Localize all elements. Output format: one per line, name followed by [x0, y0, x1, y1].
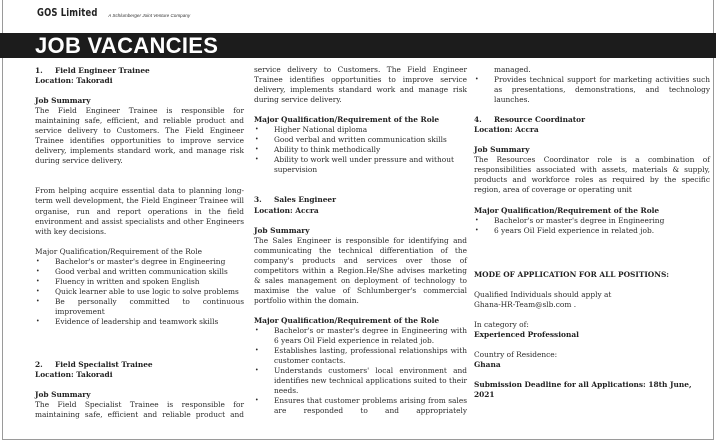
list-item: • Establishes lasting, professional relationships with customer contacts. — [254, 346, 467, 366]
job-4-number: 4. — [474, 115, 482, 125]
company-name: GOS Limited — [37, 6, 98, 19]
job-1-summary-2: From helping acquire essential data to planning long-term well development, the Field Engineer Trainee will organise, run and report operations in the field environment and assist specialists and other Engineers with key decisions. — [35, 186, 244, 236]
job-2-location: Location: Takoradi — [35, 370, 113, 380]
job-4-qual-list — [474, 216, 710, 236]
list-item: • Bachelor's or master's degree in Engineering with 6 years Oil Field experience in related job. — [254, 326, 467, 346]
column-3 — [474, 65, 710, 400]
list-item: • Fluency in written and spoken English — [35, 277, 244, 287]
job-1-summary: The Field Engineer Trainee is responsible for maintaining safe, efficient, and reliable product and service delivery to Customers. The Field Engineer Trainee identifies opportunities to improve service delivery, implements standard work, and manage risk during service delivery. — [35, 106, 244, 166]
apply-text: Qualified Individuals should apply at — [474, 289, 612, 299]
job-1-heading — [35, 66, 244, 76]
list-item: • Good verbal and written communication skills — [254, 135, 467, 145]
list-item: • Understands customers' local environment and identifies new technical applications suited to their needs. — [254, 366, 467, 396]
job-2-number: 2. — [35, 360, 43, 370]
country-label: Country of Residence: — [474, 349, 558, 359]
page-title: JOB VACANCIES — [35, 33, 219, 58]
company-brand — [37, 6, 190, 19]
job-2-qual-label: Major Qualification/Requirement of the Role — [254, 115, 440, 125]
job-4-location: Location: Accra — [474, 125, 539, 135]
list-item: • Evidence of leadership and teamwork skills — [35, 317, 244, 327]
job-1-summary-label: Job Summary — [35, 96, 91, 106]
job-2-heading — [35, 360, 244, 370]
job-4-title: Resource Coordinator — [494, 115, 585, 125]
job-2-summary-label: Job Summary — [35, 390, 91, 400]
job-2-summary-part-2: service delivery to Customers. The Field Engineer Trainee identifies opportunities to improve service delivery, implements standard work and manage risk during service delivery. — [254, 65, 467, 105]
job-3-summary-label: Job Summary — [254, 225, 310, 235]
job-2-qual-list — [254, 125, 467, 175]
job-2-title: Field Specialist Trainee — [55, 360, 153, 370]
list-item: • Ensures that customer problems arising from sales are responded to and appropriately — [254, 396, 467, 416]
column-2 — [254, 65, 467, 416]
list-item: • Ability to think methodically — [254, 145, 467, 155]
job-3-qual-list-continued — [474, 75, 710, 105]
job-3-qual-continued: managed. — [494, 65, 531, 74]
job-3-qual-label: Major Qualification/Requirement of the Role — [254, 315, 440, 325]
job-4-heading — [474, 115, 710, 125]
job-3-qual-list — [254, 326, 467, 416]
title-band — [0, 33, 716, 58]
job-1-number: 1. — [35, 66, 43, 75]
list-item: • Bachelor's or master's degree in Engineering — [35, 257, 244, 267]
list-item: • Provides technical support for marketing activities such as presentations, demonstrations, and technology launches. — [474, 75, 710, 105]
company-tagline: A Schlumberger Joint Venture Company — [108, 13, 191, 18]
list-item: • Bachelor's or master's degree in Engineering — [474, 216, 710, 226]
job-1-location: Location: Takoradi — [35, 76, 113, 86]
list-item: • Be personally committed to continuous improvement — [35, 297, 244, 317]
job-1-qual-list — [35, 257, 244, 327]
application-heading: MODE OF APPLICATION FOR ALL POSITIONS: — [474, 269, 670, 279]
submission-deadline: Submission Deadline for all Applications: 18th June, 2021 — [474, 379, 692, 400]
column-1 — [35, 66, 244, 420]
job-4-qual-label: Major Qualification/Requirement of the Role — [474, 205, 660, 215]
list-item: • Ability to work well under pressure and without supervision — [254, 155, 467, 175]
category-label: In category of: — [474, 319, 529, 329]
job-3-heading — [254, 195, 467, 205]
job-2-summary-part-1: The Field Specialist Trainee is responsible for maintaining safe, efficient and reliable product and — [35, 400, 244, 420]
job-3-location: Location: Accra — [254, 205, 319, 215]
job-3-number: 3. — [254, 195, 262, 205]
job-1-title: Field Engineer Trainee — [55, 66, 150, 75]
job-4-summary-label: Job Summary — [474, 145, 530, 155]
job-1-qual-label: Major Qualification/Requirement of the Role — [35, 246, 202, 256]
apply-email[interactable]: Ghana-HR-Team@slb.com . — [474, 299, 577, 309]
job-3-summary: The Sales Engineer is responsible for identifying and communicating the technical differentiation of the company's products and services over those of competitors within a Region.He/She advises marketing & sales management on deployment of technology to maximise the value of Schlumberger's commercial portfolio within the domain. — [254, 235, 467, 305]
job-3-title: Sales Engineer — [274, 195, 337, 205]
country-value: Ghana — [474, 359, 501, 369]
list-item: • Good verbal and written communication skills — [35, 267, 244, 277]
list-item: • Quick learner able to use logic to solve problems — [35, 287, 244, 297]
list-item: • Higher National diploma — [254, 125, 467, 135]
job-4-summary: The Resources Coordinator role is a combination of responsibilities associated with assets, materials & supply, products and workforce roles as required by the specific region, area of coverage or operating unit — [474, 155, 710, 195]
list-item: • 6 years Oil Field experience in related job. — [474, 226, 710, 236]
category-value: Experienced Professional — [474, 329, 579, 339]
